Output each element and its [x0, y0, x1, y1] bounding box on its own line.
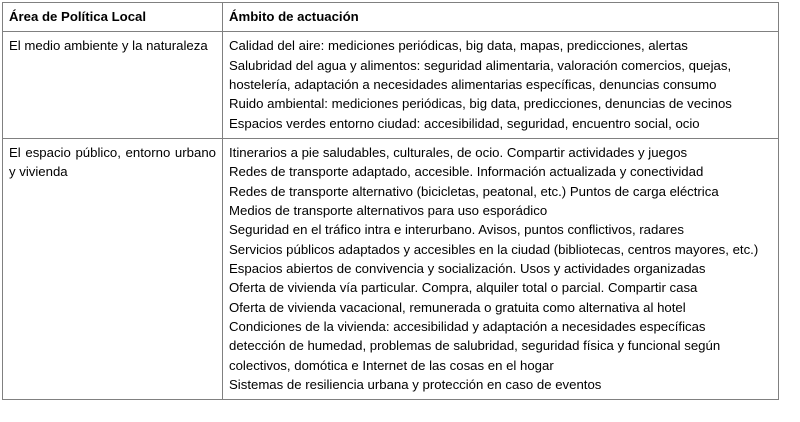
- ambito-line: Oferta de vivienda vía particular. Compra, alquiler total o parcial. Compartir casa: [229, 280, 698, 296]
- ambito-line: Sistemas de resiliencia urbana y protección en caso de eventos: [229, 376, 602, 392]
- policy-areas-table: [2, 2, 779, 400]
- ambito-cell: [223, 32, 779, 139]
- ambito-line: Espacios abiertos de convivencia y socialización. Usos y actividades organizadas: [229, 260, 706, 276]
- table-body: [3, 32, 779, 400]
- ambito-line: Salubridad del agua y alimentos: seguridad alimentaria, valoración comercios, quejas, hostelería, adaptación a necesidades alimentarias específicas, denuncias consumo: [229, 57, 732, 92]
- ambito-line: Servicios públicos adaptados y accesibles en la ciudad (bibliotecas, centros mayores, etc.): [229, 241, 759, 257]
- ambito-cell: [223, 138, 779, 399]
- ambito-line: Seguridad en el tráfico intra e interurbano. Avisos, puntos conflictivos, radares: [229, 222, 684, 238]
- area-cell: El medio ambiente y la naturaleza: [3, 32, 223, 139]
- ambito-line: Calidad del aire: mediciones periódicas, big data, mapas, predicciones, alertas: [229, 38, 688, 54]
- ambito-line: Redes de transporte adaptado, accesible. Información actualizada y conectividad: [229, 164, 704, 180]
- table-row: [3, 32, 779, 139]
- ambito-line: Oferta de vivienda vacacional, remunerada o gratuita como alternativa al hotel: [229, 299, 686, 315]
- column-header-area: Área de Política Local: [3, 3, 223, 32]
- column-header-ambito: Ámbito de actuación: [223, 3, 779, 32]
- ambito-line: Itinerarios a pie saludables, culturales, de ocio. Compartir actividades y juegos: [229, 144, 688, 160]
- table-row: [3, 138, 779, 399]
- ambito-line: Espacios verdes entorno ciudad: accesibilidad, seguridad, encuentro social, ocio: [229, 115, 700, 131]
- ambito-line: Medios de transporte alternativos para uso esporádico: [229, 202, 548, 218]
- ambito-line: Condiciones de la vivienda: accesibilidad y adaptación a necesidades específicas: [229, 318, 706, 334]
- ambito-line: Ruido ambiental: mediciones periódicas, big data, predicciones, denuncias de vecinos: [229, 96, 732, 112]
- area-cell: El espacio público, entorno urbano y vivienda: [3, 138, 223, 399]
- ambito-line: detección de humedad, problemas de salubridad, seguridad física y funcional según colectivos, domótica e Internet de las cosas en el hogar: [229, 338, 721, 373]
- table-header-row: [3, 3, 779, 32]
- ambito-line: Redes de transporte alternativo (bicicletas, peatonal, etc.) Puntos de carga eléctrica: [229, 183, 719, 199]
